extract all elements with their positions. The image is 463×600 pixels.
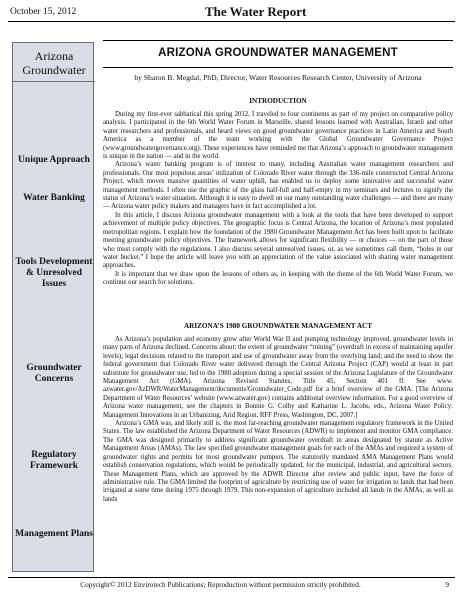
issue-date: October 15, 2012: [10, 7, 77, 17]
sidebar-item-tools-development: Tools Development & Unresolved Issues: [15, 257, 93, 289]
gma-section-text: [103, 336, 453, 573]
paragraph: Arizona’s water banking program is of interest to many, including Australian water management researchers and professionals. Our most populous areas’ utilization of Colorado River water through the 336-mile constructed Central Arizona Project, which moves massive quantities of water uphill, has enabled us to deploy some innovative and successful water management methods. I often use the graphic of the glass half-full and half-empty in my seminars and lectures to signify the status of Arizona’s water situation. Although it is easy to dwell on our many outstanding water challenges — and there are many — Arizona water policy makers and managers have in fact accomplished a lot.: [103, 161, 453, 211]
sidebar-item-water-banking: Water Banking: [23, 193, 85, 203]
paragraph: In this article, I discuss Arizona groundwater management with a look at the tools that have been developed to support achievement of multiple policy objectives. The geographic focus is Central Arizona, the location of Arizona’s most populated metropolitan regions. I explain how the foundation of the 1980 Groundwater Management Act has been built upon to facilitate meeting groundwater policy objectives. The framework allows for significant flexibility — or choices — on the part of those who must comply with the regulations. I also discuss several unresolved issues, or, as we sometimes call them, “holes in our water bucket.” I hope the article will leave you with an appreciation of the value associated with sharing water management approaches.: [103, 211, 453, 270]
paragraph: As Arizona’s population and economy grew after World War II and pumping technology improved, groundwater levels in many parts of Arizona declined. Concerns about: the extent of groundwater “mining” (overdraft in excess of maintaining aquifer levels); legal decisions related to the transport and use of groundwater away from the overlying land; and the need to show the federal government that Colorado River water delivered through the Central Arizona Project (CAP) would at least in part substitute for groundwater use, led to the 1980 adoption during a special session of the Arizona Legislature of the Groundwater Management Act (GMA). Arizona Revised Statutes, Title 45, Section 401 ff. See www. azwater.gov/AzDWR/WaterManagement/documents/Groundwater_Code.pdf for a brief overview of the GMA. [The Arizona Department of Water Resources’ website (www.azwater.gov) contains additional overview information. For a good overview of Arizona water management, see the chapters in Bonnie G. Colby and Katharine L. Jacobs, eds., Arizona Water Policy: Management Innovations in an Urbanizing, Arid Region, RFF Press, Washington, DC, 2007.]: [103, 336, 453, 419]
sidebar-item-regulatory-framework: Regulatory Framework: [29, 450, 78, 471]
publication-title: The Water Report: [205, 4, 307, 19]
section-heading-gma: ARIZONA’S 1980 GROUNDWATER MANAGEMENT ACT: [183, 322, 373, 330]
paragraph: It is important that we draw upon the lessons of others as, in keeping with the theme of the 6th World Water Forum, we continue our search for solutions.: [103, 270, 453, 287]
sidebar-item-unique-approach: Unique Approach: [18, 155, 90, 165]
sidebar-divider: [13, 81, 95, 82]
paragraph: Arizona’s GMA was, and likely still is, the most far-reaching groundwater management regulatory framework in the United States. The law established the Arizona Department of Water Resources (ADWR) to implement and monitor GMA compliance. The GMA was designed primarily to address significant groundwater overdraft in areas designated by statute as Active Management Areas (AMAs). The law specified groundwater management goals for each of the AMAs and required a system of groundwater rights and permits for most groundwater pumpers. The statutorily mandated AMA Management Plans would establish conservation regulations, which would be periodically updated, for the municipal, industrial, and agricultural sectors. These Management Plans, which are approved by the ADWR Director after review and public input, have the force of administrative rule. The GMA limited the footprint of agriculture by restricting use of water for irrigation to lands that had been irrigated at some time during 1975 through 1979. This non-expansion of agriculture included all lands in the AMAs, as well as lands: [103, 420, 453, 503]
footer-divider: [8, 577, 455, 578]
article-title-banner: [103, 40, 453, 68]
sidebar-item-management-plans: Management Plans: [15, 529, 93, 539]
section-heading-introduction: INTRODUCTION: [249, 97, 307, 105]
sidebar: [12, 42, 94, 572]
header-divider: [8, 21, 455, 22]
paragraph: During my first-ever sabbatical this spring 2012, I traveled to four continents as part of my project on comparative policy analysis. I participated in the 6th World Water Forum in Marseille, shared lessons learned with Australian, Israeli and other water researchers and professionals, and heard views on good groundwater governance practices in Latin America and South America as a member of the team working with the Global Groundwater Governance Project (www.groundwatergovernance.org). These experiences have reminded me that Arizona’s approach to groundwater management is unique in the nation — and in the world.: [103, 111, 453, 161]
sidebar-title: Arizona Groundwater: [22, 49, 86, 77]
page-number: 9: [445, 580, 449, 589]
copyright-notice: Copyright© 2012 Envirotech Publications; Reproduction without permission strictly prohibited.: [80, 580, 361, 589]
sidebar-item-groundwater-concerns: Groundwater Concerns: [26, 363, 82, 384]
article-title: ARIZONA GROUNDWATER MANAGEMENT: [158, 47, 398, 59]
article-byline: by Sharon B. Megdal, PhD, Director, Water Resources Research Center, University of Arizona: [134, 73, 422, 82]
introduction-text: [103, 111, 453, 318]
